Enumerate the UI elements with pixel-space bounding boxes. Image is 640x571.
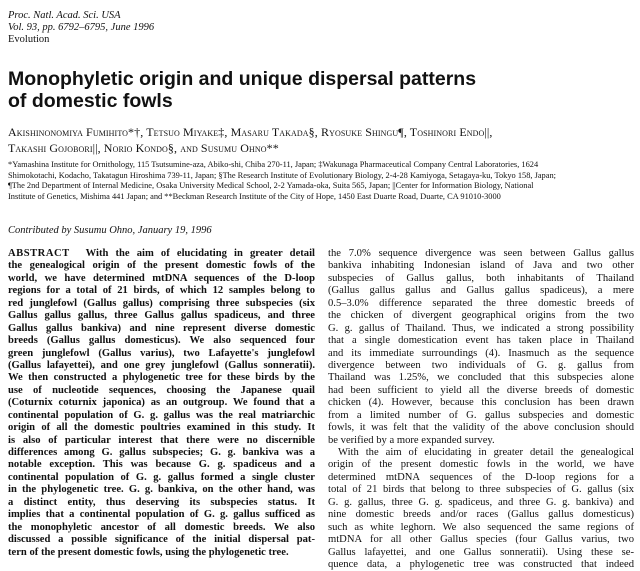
body-text-line: chicken (4). However, because this conclusion has been drawn — [328, 397, 634, 409]
body-text-line: nine domestic breeds and/or races (Gallus gallus domesticus) — [328, 509, 634, 521]
authors-line-2: Takashi Gojobori||, Norio Kondo§, and Susumu Ohno** — [8, 141, 279, 155]
abstract-line: Gallus gallus gallus, three Gallus gallus spadiceus, and three — [8, 310, 315, 322]
authors-line-1: Akishinonomiya Fumihito*†, Tetsuo Miyake‡, Masaru Takada§, Ryosuke Shingu¶, Toshinori Endo||, — [8, 125, 493, 139]
journal-header — [8, 10, 154, 46]
abstract-line: ABSTRACT With the aim of elucidating in greater detail — [8, 248, 315, 259]
body-text-line: from a limited number of G. gallus subspecies and domestic — [328, 409, 634, 421]
body-text-line: such as white leghorn. We also sequenced the same regions of — [328, 521, 634, 533]
body-text-line: determined mtDNA sequences of the D-loop regions for a — [328, 471, 634, 483]
body-text-column — [328, 248, 634, 571]
affiliation-line-3: ¶The 2nd Department of Internal Medicine, Osaka University Medical School, 2-2 Yamada-oka, Suita 565, Japan; ||Center for Information Biology, National — [8, 181, 534, 191]
title-line-2: of domestic fowls — [8, 90, 173, 112]
abstract-line: continental population of G. g. gallus was the real matriarchic — [8, 409, 315, 421]
body-text-line: the chicken of divergent geographical origins from the two — [328, 310, 634, 322]
abstract-line: discussed a possible significance of the initial dispersal pat- — [8, 534, 315, 546]
abstract-line: regions for a total of 21 birds, of which 12 samples belong to — [8, 285, 315, 297]
body-text-line: mtDNA for all other Gallus species (four Gallus varius, two — [328, 534, 634, 546]
journal-section: Evolution — [8, 34, 50, 45]
body-text-line: Thailand was 1.25%, we concluded that this subspecies alone — [328, 372, 634, 384]
abstract-line: red junglefowl (Gallus gallus) comprising three subspecies (six — [8, 297, 315, 309]
abstract-line: green junglefowl (Gallus varius), two Lafayette's junglefowl — [8, 347, 315, 359]
abstract-line: (Gallus lafayettei), and one grey junglefowl (Gallus sonneratii). — [8, 359, 315, 371]
body-text-line: Gallus lafayettei, and one Gallus sonneratii). Using these se- — [328, 546, 634, 558]
abstract-line: Gallus gallus bankiva) and nine represent diverse domestic — [8, 322, 315, 334]
body-text-line: G. g. gallus, three G. g. spadiceus, and three G. g. bankiva) and — [328, 496, 634, 508]
abstract-line: world, we have determined mtDNA sequences of the D-loop — [8, 272, 315, 284]
body-text-line: that a single domestication event has taken place in Thailand — [328, 335, 634, 347]
affiliation-line-1: *Yamashina Institute for Ornithology, 115 Tsutsumine-aza, Abiko-shi, Chiba 270-11, Japan; ‡Wakunaga Pharmaceutical Company Central Laboratories, 1624 — [8, 160, 539, 169]
affiliation-line-2: Shimokotachi, Kodacho, Takatagun Hiroshima 739-11, Japan; §The Research Institute of Evolutionary Biology, 2-4-28 Kamiyoga, Setagaya-ku, Tokyo 158, Japan; — [8, 170, 556, 180]
body-text-line: G. g. gallus of Thailand. Thus, we indicated a strong possibility — [328, 322, 634, 334]
abstract-line: implies that a continental population of G. g. gallus sufficed as — [8, 509, 315, 521]
journal-name: Proc. Natl. Acad. Sci. USA — [8, 10, 121, 21]
abstract-line: breeds (Gallus gallus domesticus). We also sequenced four — [8, 335, 315, 347]
contributed-by: Contributed by Susumu Ohno, January 19, 1996 — [8, 225, 212, 236]
journal-volume: Vol. 93, pp. 6792–6795, June 1996 — [8, 22, 155, 33]
author-list — [8, 124, 628, 156]
body-text-line: fowls, it was felt that the validity of the above conclusion should — [328, 422, 634, 434]
abstract-heading: ABSTRACT — [8, 248, 70, 259]
body-text-line: With the aim of elucidating in greater detail the genealogical — [338, 447, 634, 458]
abstract-line: the genealogical origin of the present domestic fowls of the — [8, 260, 315, 272]
body-text-line: subspecies of Gallus gallus, both inhabitants of Thailand — [328, 272, 634, 284]
abstract-line: the monophyletic ancestor of all domestic breeds. We also — [8, 521, 315, 533]
abstract-column — [8, 248, 315, 559]
body-text-line: had been sufficient to yield all the diverse breeds of domestic — [328, 384, 634, 396]
body-text-line: and its immediate surroundings (4). Inasmuch as the sequence — [328, 347, 634, 359]
title-line-1: Monophyletic origin and unique dispersal patterns — [8, 68, 477, 90]
body-text-line: 0.5–3.0% difference separated the three domestic breeds of — [328, 297, 634, 309]
body-text-line: quence data, a phylogenetic tree was constructed that indeed — [328, 558, 634, 570]
body-text-line: bankiva inhabiting Indonesian island of Java and two other — [328, 260, 634, 272]
abstract-line: We then constructed a phylogenetic tree for these birds by the — [8, 372, 315, 384]
abstract-line: notable exception. This was because G. g. spadiceus and a — [8, 459, 315, 471]
abstract-line: differences among G. gallus subspecies; G. g. bankiva was a — [8, 447, 315, 458]
abstract-line: in the phylogenetic tree. G. g. bankiva, on the other hand, was — [8, 484, 315, 496]
abstract-line: a distinct entity, thus deserving its subspecies status. It — [8, 496, 315, 508]
body-text-line: the 7.0% sequence divergence was seen between Gallus gallus — [328, 248, 634, 259]
paper-title — [8, 68, 628, 112]
body-text-line: divergence between two individuals of G. g. gallus from — [328, 359, 634, 371]
body-text-line: (Gallus gallus gallus and Gallus gallus spadiceus), a mere — [328, 285, 634, 297]
affiliation-line-4: Institute of Genetics, Mishima 441 Japan; and **Beckman Research Institute of the City of Hope, 1450 East Duarte Road, Duarte, CA 91010-3000 — [8, 191, 501, 201]
abstract-line: use of nucleotide sequences, choosing the Japanese quail — [8, 384, 315, 396]
body-text-line: total of 21 birds that belong to three subspecies of G. gallus (six — [328, 484, 634, 496]
abstract-line: (Coturnix coturnix japonica) as an outgroup. We found that a — [8, 397, 315, 409]
abstract-line: continental population of G. g. gallus formed a single cluster — [8, 471, 315, 483]
body-text-line: origin of the present domestic fowls in the world, we have — [328, 459, 634, 471]
body-text-line: be verified by a more expanded survey. — [328, 434, 495, 446]
abstract-line: origin of all the domestic poultries examined in this study. It — [8, 422, 315, 434]
affiliations — [8, 160, 632, 202]
abstract-line: tern of the present domestic fowls, using the phylogenetic tree. — [8, 546, 289, 558]
abstract-line: is also of particular interest that there were no discernible — [8, 434, 315, 446]
